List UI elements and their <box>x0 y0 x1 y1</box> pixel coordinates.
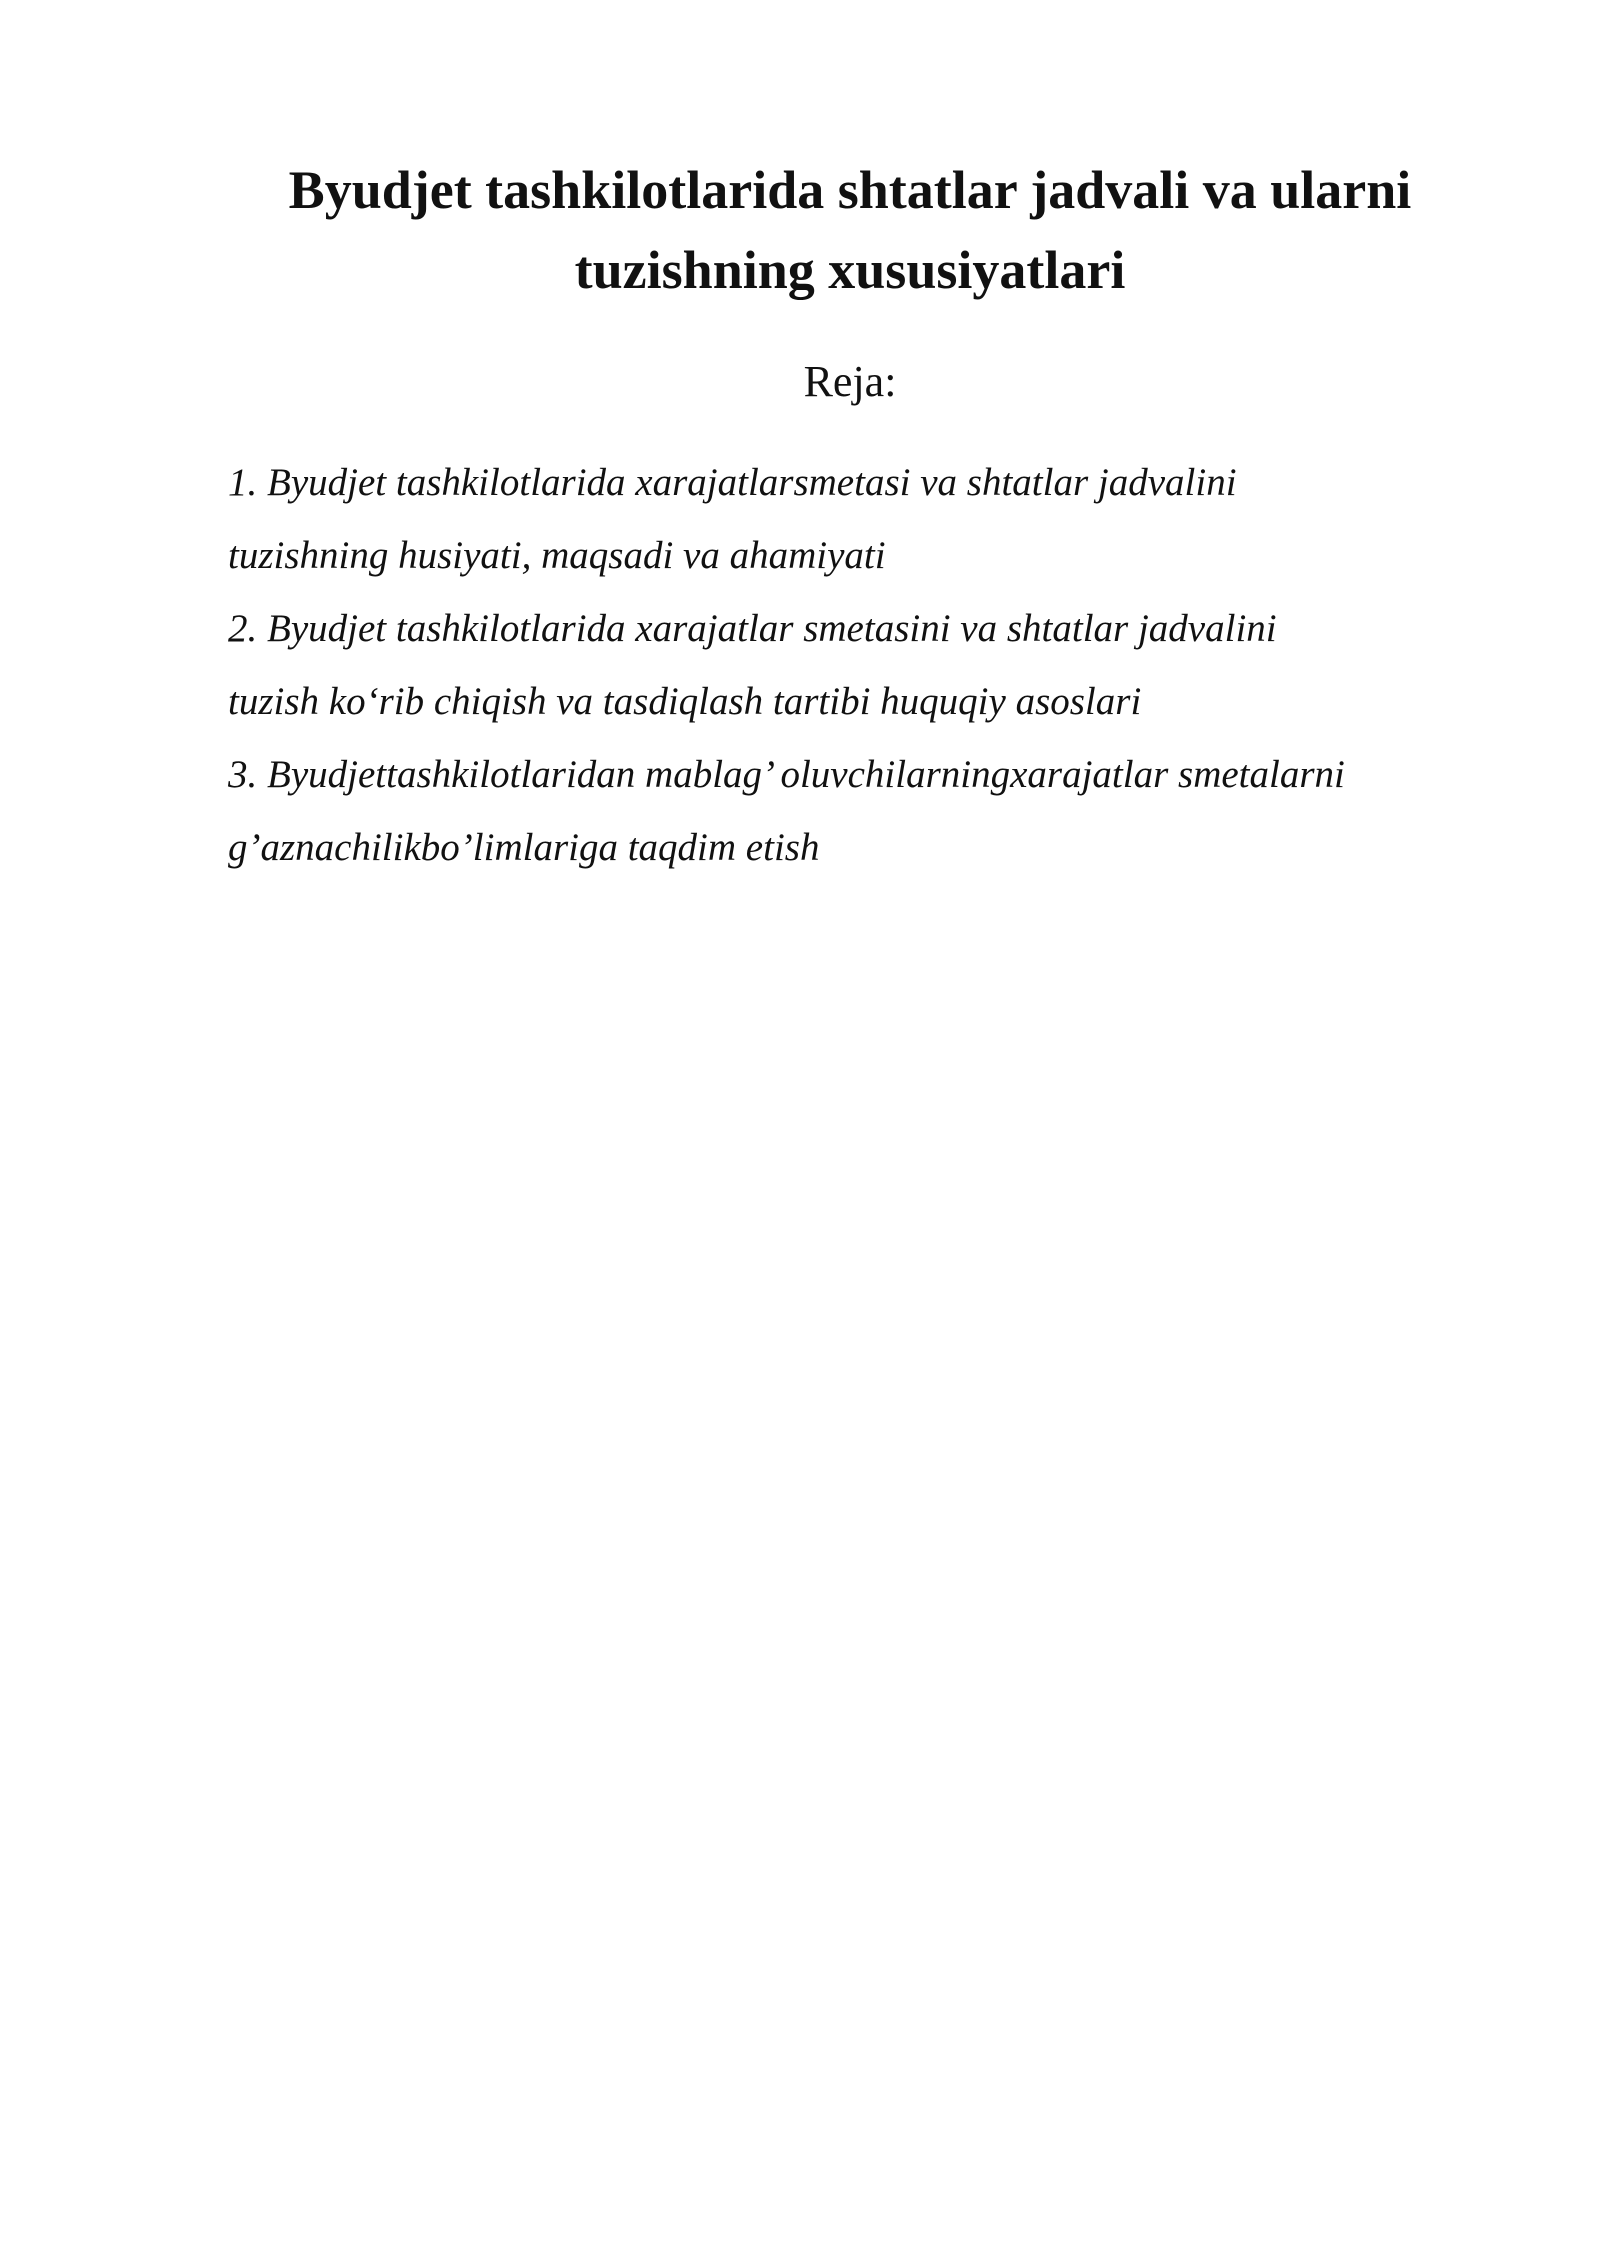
title-line-2: tuzishning xususiyatlari <box>574 240 1126 300</box>
plan-item-3 <box>228 738 1528 884</box>
plan-item-2 <box>228 592 1528 738</box>
plan-item-line: tuzishning husiyati, maqsadi va ahamiyati <box>228 534 886 577</box>
document-title <box>200 150 1500 310</box>
plan-item-line: 1. Byudjet tashkilotlarida xarajatlarsmetasi va shtatlar jadvalini <box>228 461 1237 504</box>
plan-item-line: 2. Byudjet tashkilotlarida xarajatlar smetasini va shtatlar jadvalini <box>228 607 1277 650</box>
plan-item-line: 3. Byudjettashkilotlaridan mablag’ oluvchilarningxarajatlar smetalarni <box>228 753 1345 796</box>
plan-list <box>228 446 1528 884</box>
plan-heading: Reja: <box>803 357 897 406</box>
title-line-1: Byudjet tashkilotlarida shtatlar jadvali va ularni <box>288 160 1412 220</box>
plan-item-line: tuzish ko‘rib chiqish va tasdiqlash tartibi huquqiy asoslari <box>228 680 1142 723</box>
plan-item-line: g’aznachilikbo’limlariga taqdim etish <box>228 826 820 869</box>
plan-item-1 <box>228 446 1528 592</box>
